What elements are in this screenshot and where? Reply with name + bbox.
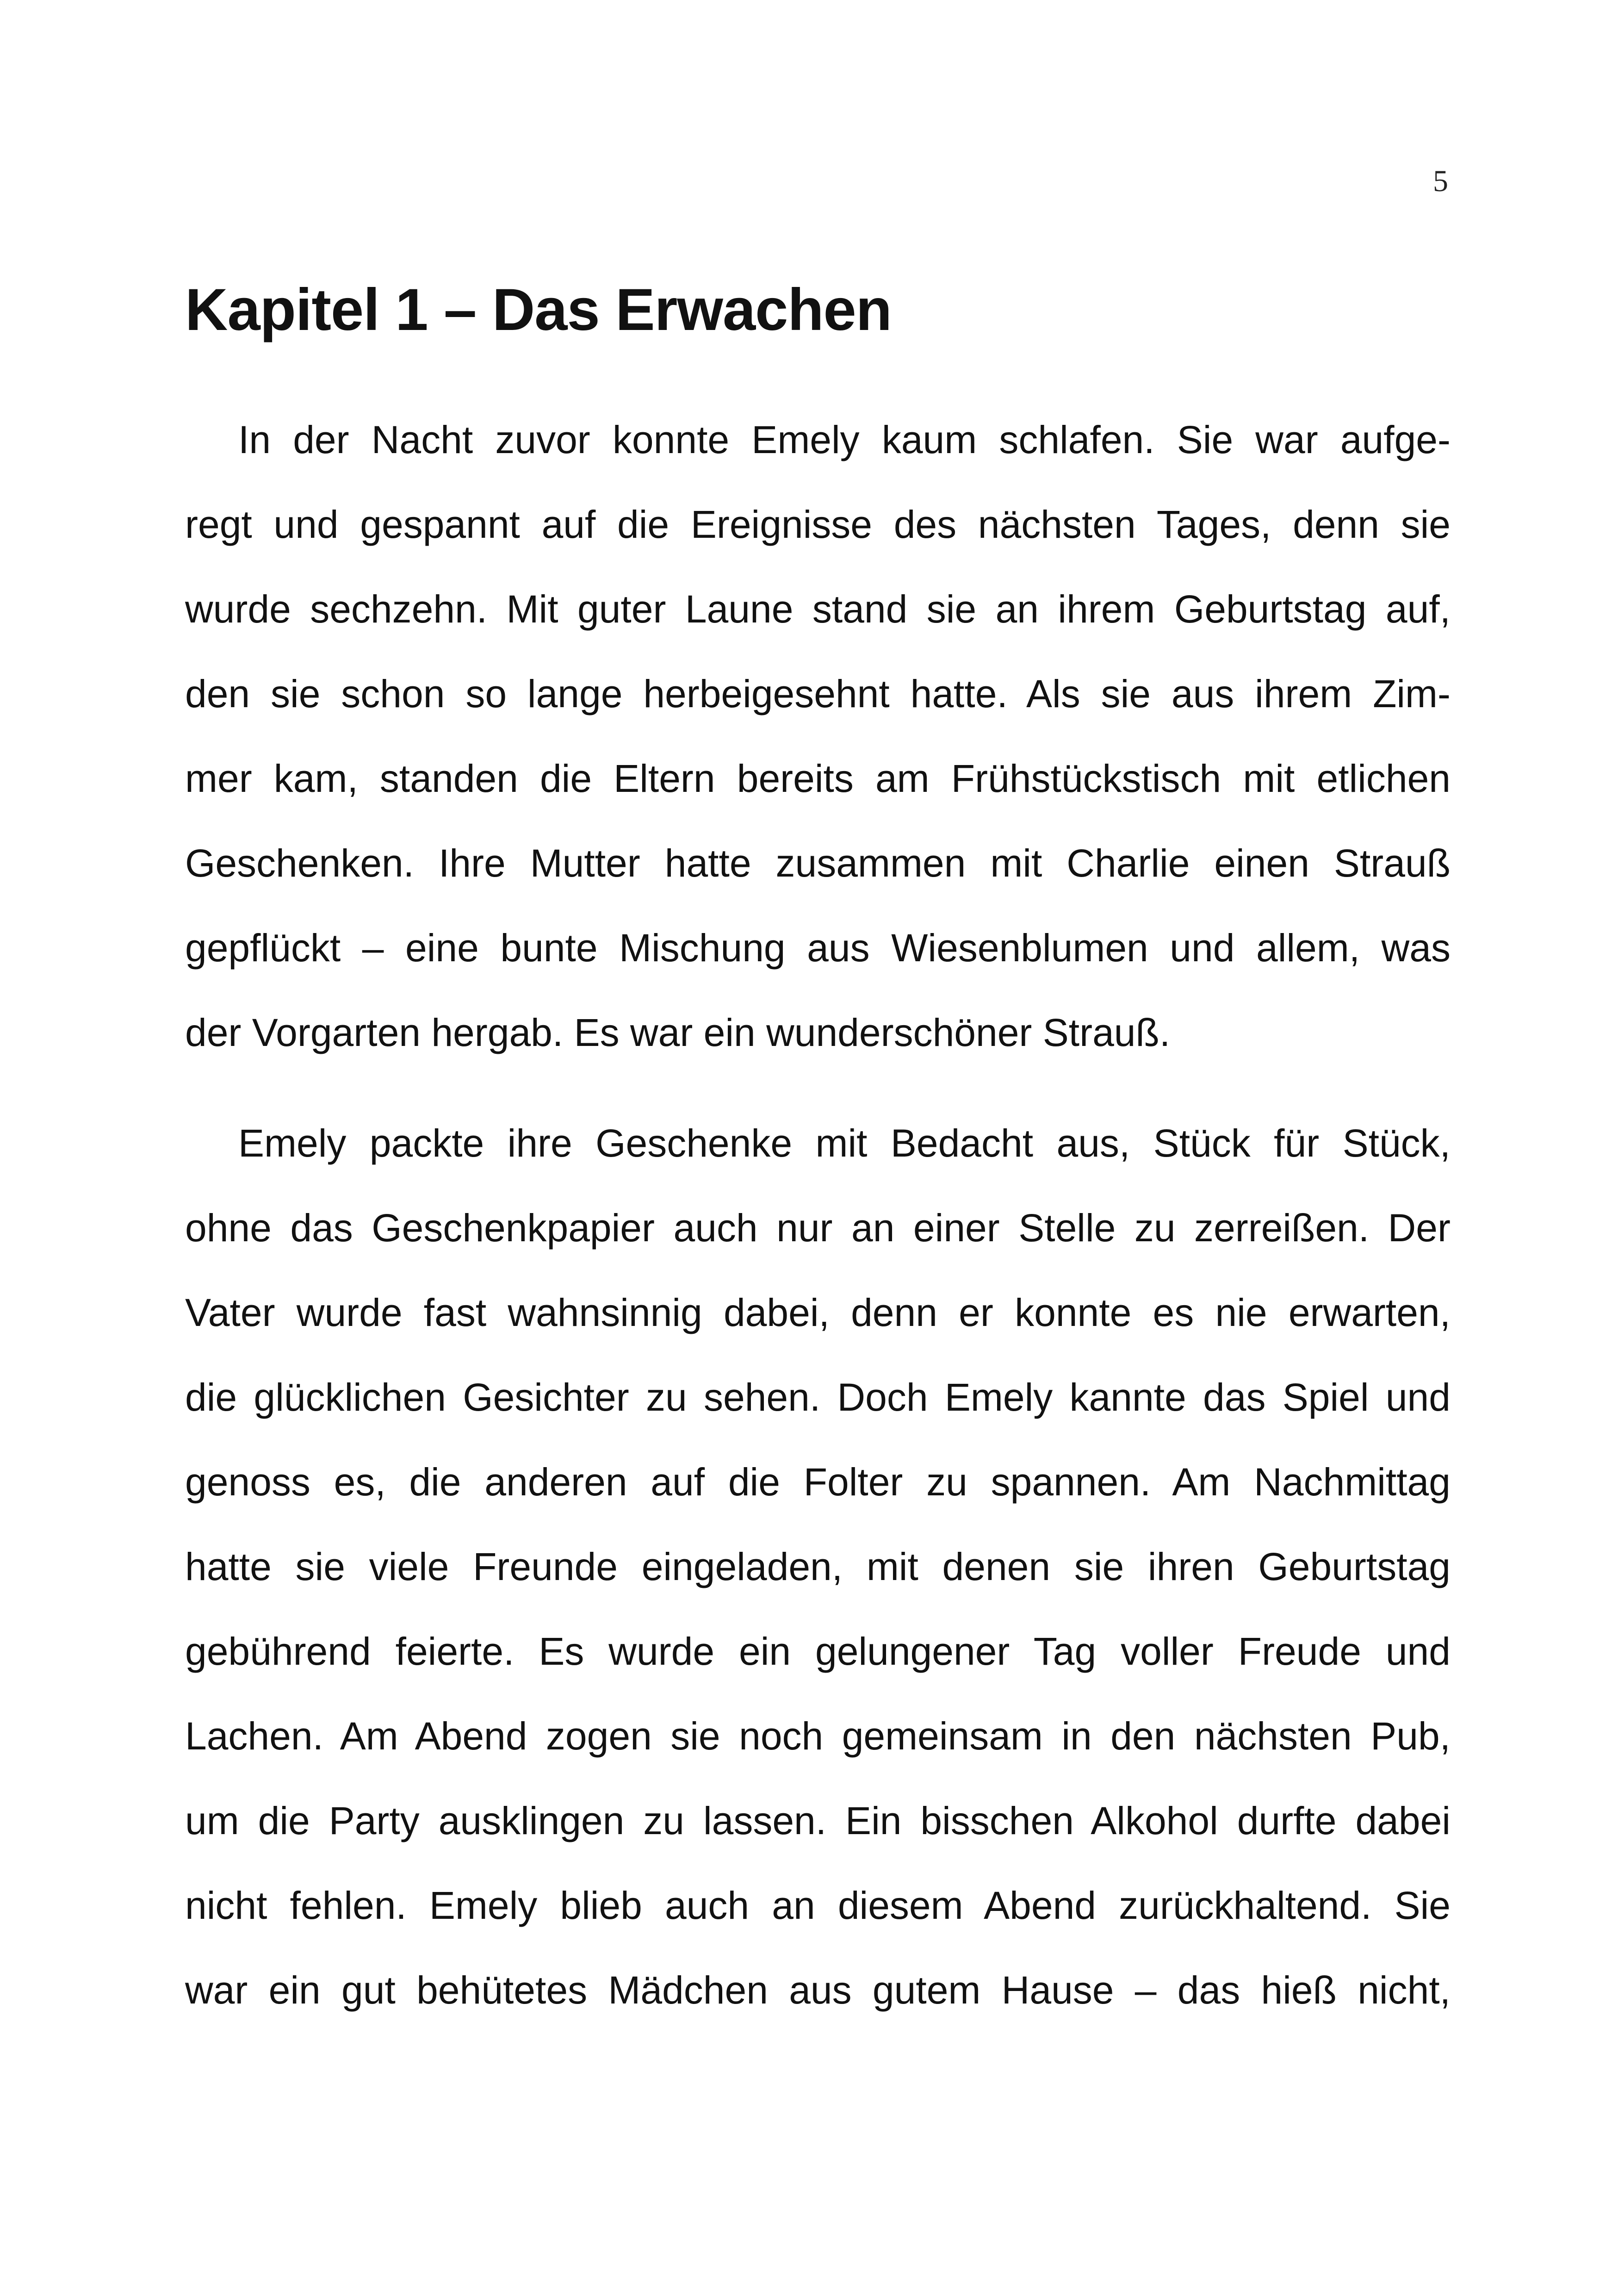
text-line: der Vorgarten hergab. Es war ein wunderschöner Strauß. (185, 1011, 1171, 1054)
text-line: regt und gespannt auf die Ereignisse des nächsten Tages, denn sie (185, 503, 1451, 546)
text-line: um die Party ausklingen zu lassen. Ein bisschen Alkohol durfte dabei (185, 1799, 1451, 1842)
text-line: Geschenken. Ihre Mutter hatte zusammen mit Charlie einen Strauß (185, 841, 1451, 885)
text-line: Emely packte ihre Geschenke mit Bedacht aus, Stück für Stück, (238, 1121, 1451, 1165)
text-line: nicht fehlen. Emely blieb auch an diesem Abend zurückhaltend. Sie (185, 1884, 1451, 1927)
text-line: In der Nacht zuvor konnte Emely kaum schlafen. Sie war aufge- (238, 418, 1451, 461)
text-line: genoss es, die anderen auf die Folter zu spannen. Am Nachmittag (185, 1460, 1451, 1504)
text-line: die glücklichen Gesichter zu sehen. Doch Emely kannte das Spiel und (185, 1375, 1451, 1419)
text-line: mer kam, standen die Eltern bereits am Frühstückstisch mit etlichen (185, 757, 1451, 800)
text-line: war ein gut behütetes Mädchen aus gutem Hause – das hieß nicht, (185, 1968, 1451, 2012)
text-line: hatte sie viele Freunde eingeladen, mit denen sie ihren Geburtstag (185, 1545, 1451, 1588)
text-line: gepflückt – eine bunte Mischung aus Wiesenblumen und allem, was (185, 926, 1451, 970)
chapter-title: Kapitel 1 – Das Erwachen (185, 277, 892, 343)
page-number: 5 (1433, 164, 1448, 198)
text-line: Lachen. Am Abend zogen sie noch gemeinsam in den nächsten Pub, (185, 1714, 1451, 1758)
text-line: Vater wurde fast wahnsinnig dabei, denn er konnte es nie erwarten, (185, 1291, 1451, 1334)
text-line: gebührend feierte. Es wurde ein gelungener Tag voller Freude und (185, 1630, 1451, 1673)
text-line: ohne das Geschenkpapier auch nur an einer Stelle zu zerreißen. Der (185, 1206, 1451, 1250)
text-line: wurde sechzehn. Mit guter Laune stand sie an ihrem Geburtstag auf, (185, 587, 1451, 631)
text-line: den sie schon so lange herbeigesehnt hatte. Als sie aus ihrem Zim- (185, 672, 1451, 716)
